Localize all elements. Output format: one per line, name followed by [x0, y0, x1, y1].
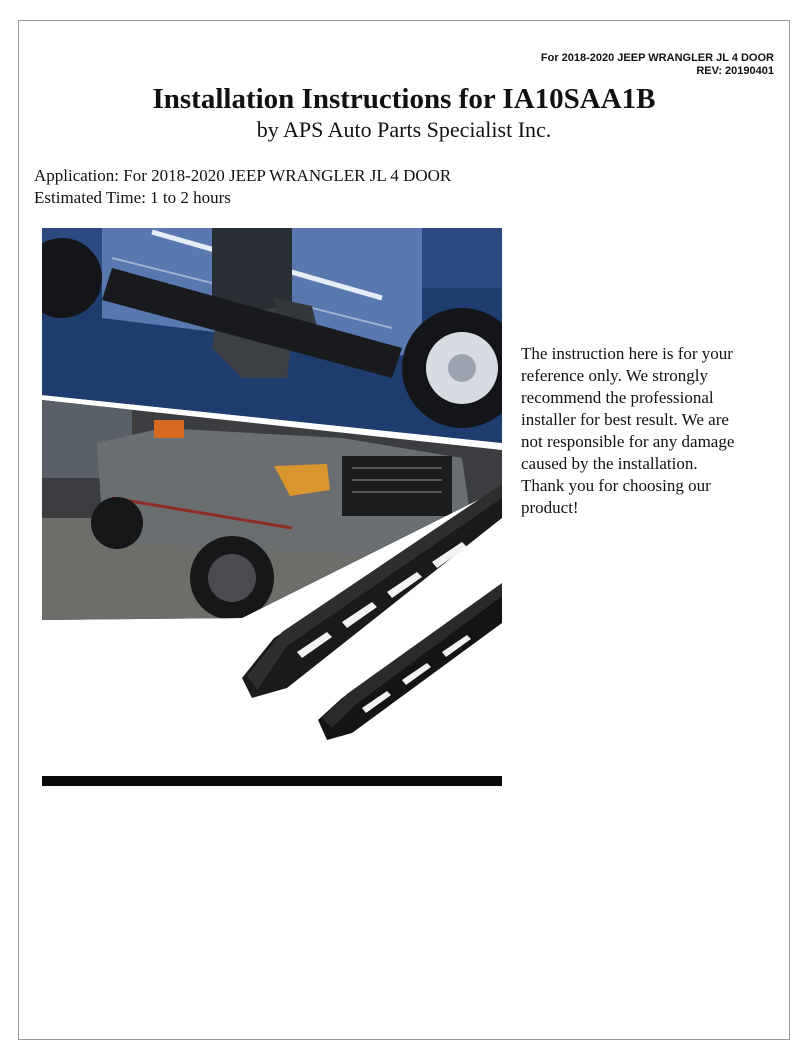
divider-bar — [42, 776, 502, 786]
note-line: recommend the professional — [521, 388, 714, 407]
document-title: Installation Instructions for IA10SAA1B — [152, 83, 656, 115]
application-line: Application: For 2018-2020 JEEP WRANGLER JL 4 DOOR — [34, 166, 452, 185]
note-line: installer for best result. We are — [521, 410, 729, 429]
revision-label: REV: 20190401 — [696, 65, 774, 77]
note-line: reference only. We strongly — [521, 366, 708, 385]
note-line: The instruction here is for your — [521, 344, 733, 363]
estimated-time-line: Estimated Time: 1 to 2 hours — [34, 188, 231, 207]
note-line: Thank you for choosing our — [521, 476, 711, 495]
note-line: product! — [521, 498, 579, 517]
disclaimer-note — [521, 343, 771, 519]
product-photo-collage — [42, 228, 504, 748]
note-line: not responsible for any damage — [521, 432, 735, 451]
fitment-label: For 2018-2020 JEEP WRANGLER JL 4 DOOR — [540, 52, 774, 64]
document-subtitle: by APS Auto Parts Specialist Inc. — [256, 117, 552, 142]
document-header — [541, 52, 774, 78]
note-line: caused by the installation. — [521, 454, 698, 473]
